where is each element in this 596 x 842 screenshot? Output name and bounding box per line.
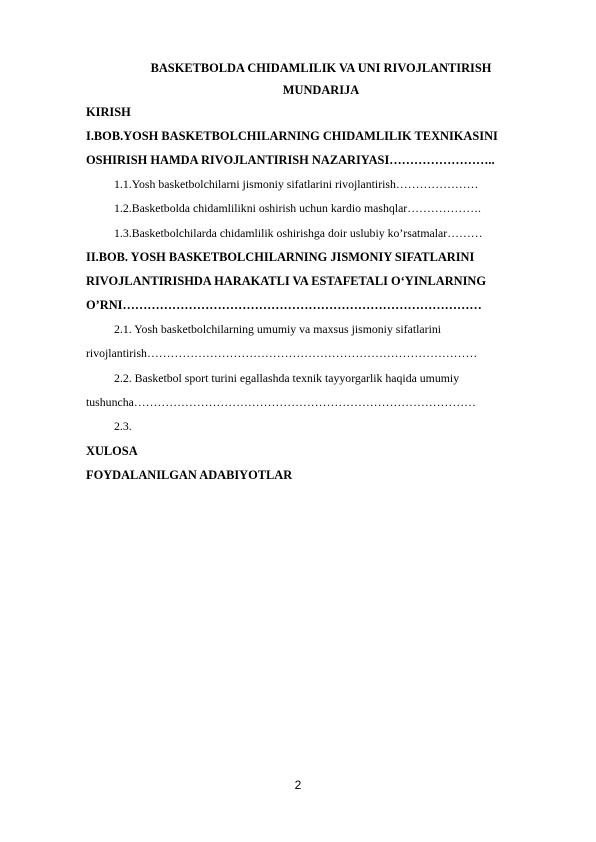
toc-chapter-1-line-1: I.BOB.YOSH BASKETBOLCHILARNING CHIDAMLILIK TEXNIKASINI	[86, 129, 498, 143]
toc-section-2-2-line-1: 2.2. Basketbol sport turini egallashda texnik tayyorgarlik haqida umumiy	[114, 371, 460, 385]
toc-entry-conclusion: XULOSA	[86, 444, 138, 458]
toc-section-1-2: 1.2.Basketbolda chidamlilikni oshirish uchun kardio mashqlar……………….	[114, 201, 481, 215]
page-number: 2	[294, 778, 302, 792]
toc-section-2-1-line-1: 2.1. Yosh basketbolchilarning umumiy va maxsus jismoniy sifatlarini	[114, 322, 442, 336]
toc-section-2-2-line-2: tushuncha……………………………………………………………………………	[86, 395, 476, 409]
document-subtitle: MUNDARIJA	[282, 83, 360, 97]
toc-chapter-1-line-2: OSHIRISH HAMDA RIVOJLANTIRISH NAZARIYASI……………………..	[86, 153, 495, 167]
toc-section-2-1-line-2: rivojlantirish…………………………………………………………………………	[86, 346, 478, 360]
document-title: BASKETBOLDA CHIDAMLILIK VA UNI RIVOJLANTIRISH	[150, 61, 492, 75]
toc-chapter-2-line-1: II.BOB. YOSH BASKETBOLCHILARNING JISMONIY SIFATLARINI	[86, 250, 475, 264]
toc-entry-intro: KIRISH	[86, 105, 131, 119]
toc-section-1-1: 1.1.Yosh basketbolchilarni jismoniy sifatlarini rivojlantirish…………………	[114, 177, 479, 191]
toc-chapter-2-line-3: O’RNI……………………………………………………………………………	[86, 298, 482, 312]
toc-section-1-3: 1.3.Basketbolchilarda chidamlilik oshirishga doir uslubiy ko’rsatmalar………	[114, 226, 483, 240]
toc-entry-references: FOYDALANILGAN ADABIYOTLAR	[86, 468, 293, 482]
toc-section-2-3: 2.3.	[114, 419, 132, 433]
toc-chapter-2-line-2: RIVOJLANTIRISHDA HARAKATLI VA ESTAFETALI O‘YINLARNING	[86, 274, 486, 288]
